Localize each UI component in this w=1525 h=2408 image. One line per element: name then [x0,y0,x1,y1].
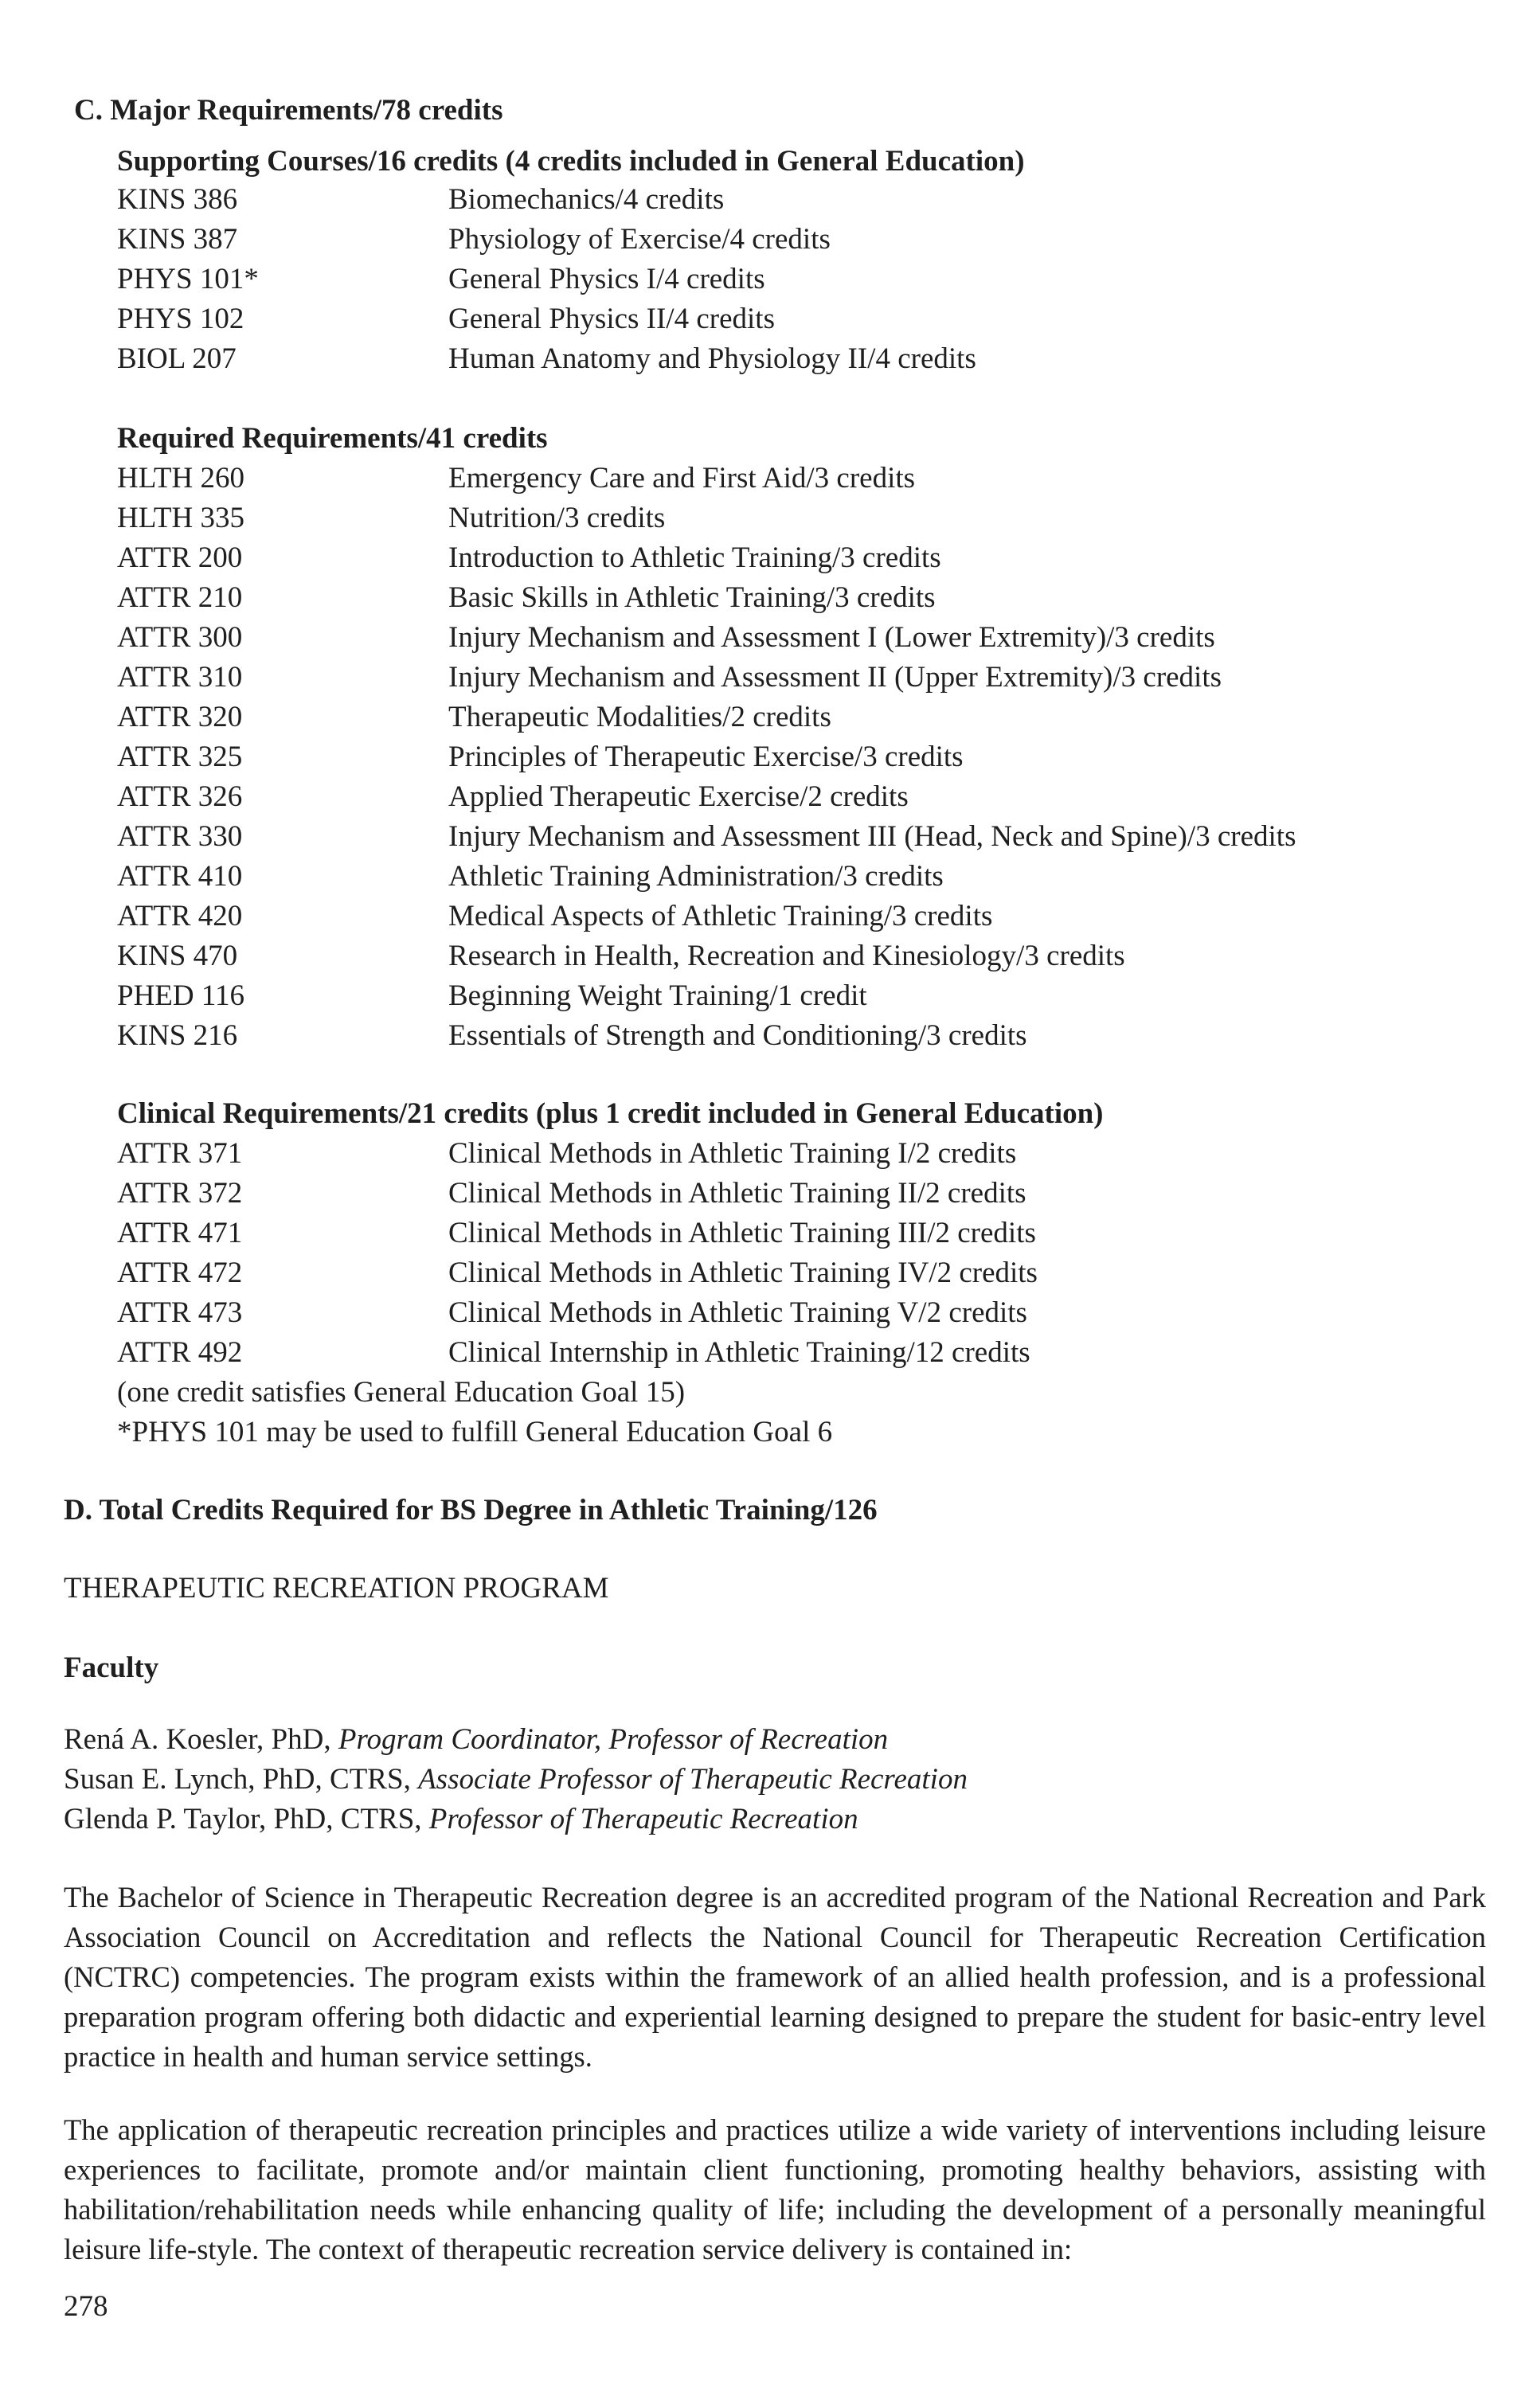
course-code: ATTR 410 [117,860,243,893]
course-code: KINS 470 [117,940,238,972]
faculty-name: Glenda P. Taylor, PhD, CTRS, [64,1803,429,1835]
course-code: ATTR 200 [117,541,243,574]
course-code: ATTR 471 [117,1217,243,1249]
course-row [0,938,1525,975]
course-code: ATTR 372 [117,1177,243,1210]
course-row [0,858,1525,895]
course-row [0,620,1525,656]
course-title: Medical Aspects of Athletic Training/3 credits [448,900,993,932]
course-title: Clinical Methods in Athletic Training V/2 credits [448,1296,1027,1329]
course-row [0,699,1525,736]
course-title: Clinical Methods in Athletic Training II/2 credits [448,1177,1026,1210]
course-row [0,898,1525,935]
course-row [0,1295,1525,1331]
course-code: ATTR 330 [117,820,243,853]
course-title: Therapeutic Modalities/2 credits [448,701,831,733]
faculty-member [64,1722,888,1758]
course-title: Nutrition/3 credits [448,502,666,534]
course-code: KINS 387 [117,223,238,256]
course-code: ATTR 472 [117,1257,243,1289]
program-description-paragraph: The Bachelor of Science in Therapeutic Recreation degree is an accredited program of the National Recreation and Park Association Council on Accreditation and reflects the National Council for Therapeutic Recreation Certification (NCTRC) competencies. The program exists within the framework of an allied health profession, and is a professional preparation program offering both didactic and experiential learning designed to prepare the student for basic-entry level practice in health and human service settings. [64,1881,1486,2073]
course-title: Physiology of Exercise/4 credits [448,223,831,256]
course-code: PHED 116 [117,979,244,1012]
faculty-name: Rená A. Koesler, PhD, [64,1723,338,1756]
course-title: Research in Health, Recreation and Kinesiology/3 credits [448,940,1125,972]
course-title: Injury Mechanism and Assessment III (Head, Neck and Spine)/3 credits [448,820,1296,853]
course-code: ATTR 325 [117,741,243,773]
course-title: Introduction to Athletic Training/3 credits [448,541,941,574]
course-title: Clinical Methods in Athletic Training IV/2 credits [448,1257,1038,1289]
course-title: General Physics I/4 credits [448,263,765,295]
course-row [0,1335,1525,1371]
course-row [0,580,1525,616]
supporting-courses-heading: Supporting Courses/16 credits (4 credits included in General Education) [117,145,1025,178]
course-title: Injury Mechanism and Assessment II (Upper Extremity)/3 credits [448,661,1222,694]
course-code: ATTR 473 [117,1296,243,1329]
course-code: HLTH 260 [117,462,244,494]
faculty-role: Professor of Therapeutic Recreation [428,1803,858,1835]
course-title: Clinical Methods in Athletic Training I/2 credits [448,1137,1017,1170]
course-code: ATTR 300 [117,621,243,654]
course-row [0,301,1525,338]
course-row [0,1136,1525,1172]
course-row [0,659,1525,696]
clinical-note-phys-101: *PHYS 101 may be used to fulfill General Education Goal 6 [117,1416,833,1448]
course-title: Basic Skills in Athletic Training/3 credits [448,581,936,614]
course-code: BIOL 207 [117,342,237,375]
course-code: PHYS 102 [117,303,244,335]
course-row [0,739,1525,776]
course-code: ATTR 492 [117,1336,243,1369]
course-row [0,540,1525,577]
major-requirements-heading: C. Major Requirements/78 credits [74,94,503,127]
course-title: Essentials of Strength and Conditioning/3 credits [448,1019,1027,1052]
course-code: ATTR 420 [117,900,243,932]
course-title: Biomechanics/4 credits [448,183,725,216]
course-row [0,1175,1525,1212]
course-title: Athletic Training Administration/3 credits [448,860,944,893]
faculty-heading: Faculty [64,1652,159,1684]
course-code: ATTR 310 [117,661,243,694]
clinical-requirements-heading: Clinical Requirements/21 credits (plus 1 credit included in General Education) [117,1097,1104,1130]
course-row [0,221,1525,258]
course-row [0,341,1525,377]
course-row [0,182,1525,218]
course-title: General Physics II/4 credits [448,303,775,335]
course-title: Clinical Methods in Athletic Training III/2 credits [448,1217,1036,1249]
course-code: ATTR 326 [117,780,243,813]
program-title: THERAPEUTIC RECREATION PROGRAM [64,1572,609,1605]
course-title: Applied Therapeutic Exercise/2 credits [448,780,909,813]
page-number: 278 [64,2290,108,2323]
course-row [0,261,1525,298]
course-code: KINS 216 [117,1019,238,1052]
course-row [0,819,1525,855]
course-row [0,1215,1525,1252]
faculty-member [64,1801,858,1838]
program-context-paragraph: The application of therapeutic recreation principles and practices utilize a wide variety of interventions including leisure experiences to facilitate, promote and/or maintain client functioning, promoting healthy behaviors, assisting with habilitation/rehabilitation needs while enhancing quality of life; including the development of a personally meaningful leisure life-style. The context of therapeutic recreation service delivery is contained in: [64,2113,1486,2265]
faculty-role: Associate Professor of Therapeutic Recreation [418,1763,968,1796]
faculty-member [64,1761,968,1798]
total-credits-heading: D. Total Credits Required for BS Degree in Athletic Training/126 [64,1494,878,1526]
course-title: Human Anatomy and Physiology II/4 credits [448,342,976,375]
course-code: HLTH 335 [117,502,244,534]
course-title: Clinical Internship in Athletic Training/12 credits [448,1336,1030,1369]
course-row [0,1255,1525,1292]
course-code: KINS 386 [117,183,238,216]
course-row [0,779,1525,815]
course-title: Beginning Weight Training/1 credit [448,979,867,1012]
clinical-note-gen-ed-goal-15: (one credit satisfies General Education Goal 15) [117,1376,686,1409]
course-code: PHYS 101* [117,263,259,295]
course-title: Principles of Therapeutic Exercise/3 credits [448,741,964,773]
faculty-name: Susan E. Lynch, PhD, CTRS, [64,1763,419,1796]
course-code: ATTR 210 [117,581,243,614]
course-row [0,500,1525,537]
course-title: Emergency Care and First Aid/3 credits [448,462,916,494]
faculty-role: Program Coordinator, Professor of Recreation [338,1723,889,1756]
course-title: Injury Mechanism and Assessment I (Lower Extremity)/3 credits [448,621,1215,654]
course-row [0,978,1525,1014]
course-code: ATTR 371 [117,1137,243,1170]
course-row [0,1018,1525,1054]
course-row [0,460,1525,497]
course-code: ATTR 320 [117,701,243,733]
required-requirements-heading: Required Requirements/41 credits [117,422,548,455]
